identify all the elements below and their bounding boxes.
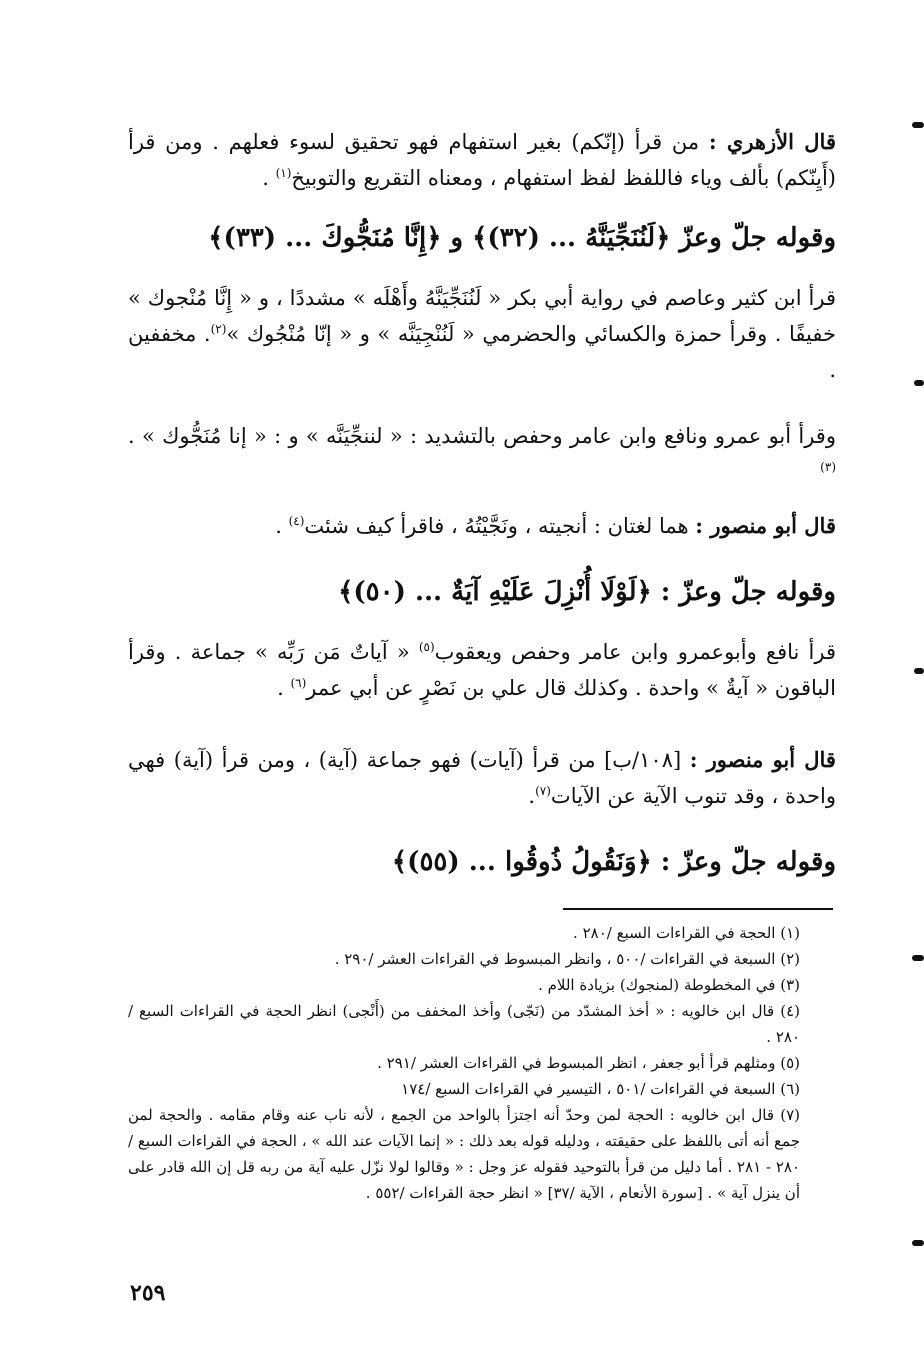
verse-heading-2 [128, 572, 836, 612]
verse-heading-text: وقوله جلّ وعزّ : ﴿وَنَقُولُ ذُوقُوا ... (٥٥)﴾ [391, 847, 836, 877]
paragraph-text: قرأ نافع وأبوعمرو وابن عامر وحفص ويعقوب [434, 640, 836, 664]
paragraph-azhari [128, 124, 836, 196]
footnote-separator [563, 908, 833, 910]
paragraph-readings-1 [128, 280, 836, 388]
footnote-2: (٢) السبعة في القراءات /٥٠٠ ، وانظر المبسوط في القراءات العشر /٢٩٠ . [334, 950, 800, 968]
paragraph-readings-2 [128, 418, 836, 490]
paragraph-text: قرأ ابن كثير وعاصم في رواية أبي بكر « لَنُنَجِّيَنَّهُ وأَهْلَه » مشددًا ، و « إِنَّا مُنْجوك » خفيفًا . وقرأ حمزة والكسائي والحضرمي « لَنُنْجِيَنَّه » و « إنّا مُنْجُوك » [128, 286, 836, 346]
footnote-ref: (٢) [210, 322, 227, 336]
speaker-label: قال أبو منصور : [689, 747, 836, 772]
footnote-ref: (٦) [290, 676, 307, 690]
footnote-6: (٦) السبعة في القراءات /٥٠١ ، التيسير في القراءات السبع /١٧٤ [401, 1080, 800, 1098]
verse-heading-3 [128, 842, 836, 882]
paragraph-text: « آياتٌ مَن رَبِّه » جماعة . وقرأ الباقون « آيةٌ » واحدة . وكذلك قال علي بن نَصْرٍ عن أبي عمر [128, 640, 836, 700]
paragraph-text: وقرأ أبو عمرو ونافع وابن عامر وحفص بالتشديد : « لننجِّيَنَّه » و : « إنا مُنَجُّوك » . [128, 424, 836, 448]
paragraph-text: هما لغتان : أنجيته ، ونَجَّيْتُهُ ، فاقرأ كيف شئت [304, 514, 689, 538]
paragraph-abu-mansur-1 [128, 508, 836, 544]
footnote-3: (٣) في المخطوطة (لمنجوك) بزيادة اللام . [538, 976, 800, 994]
speaker-label: قال أبو منصور : [695, 513, 836, 538]
footnote-4: (٤) قال ابن خالويه : « أخذ المشدّد من (نَجّى) وأخذ المخفف من (أَنْجى) انظر الحجة في القراءات السبع /٢٨٠ . [128, 1002, 800, 1046]
footnote-ref: (٤) [288, 514, 305, 528]
footnote-ref: (٣) [820, 460, 836, 474]
paragraph-abu-mansur-2 [128, 742, 836, 814]
page-number: ٢٥٩ [130, 1280, 166, 1306]
footnote-ref: (٥) [418, 640, 435, 654]
binding-mark [912, 1240, 924, 1246]
verse-heading-text: وقوله جلّ وعزّ : ﴿لَوْلَا أُنْزِلَ عَلَيْهِ آيَةٌ ... (٥٠)﴾ [338, 577, 836, 607]
paragraph-text: [١٠٨/ب] من قرأ (آيات) فهو جماعة (آية) ، ومن قرأ (آية) فهي واحدة ، وقد تنوب الآية عن الآيات [128, 748, 836, 808]
paragraph-end: . [277, 676, 291, 700]
binding-mark [914, 380, 924, 386]
footnote-ref: (١) [275, 166, 292, 180]
verse-heading-1 [128, 218, 836, 258]
paragraph-end: . [262, 166, 276, 190]
paragraph-readings-3 [128, 634, 836, 706]
footnote-ref: (٧) [535, 784, 551, 798]
paragraph-end: . [275, 514, 289, 538]
binding-mark [912, 955, 924, 961]
binding-mark [914, 668, 924, 674]
paragraph-end: . [528, 784, 536, 808]
footnotes [128, 920, 836, 1206]
binding-mark [912, 122, 924, 128]
footnote-5: (٥) ومثلهم قرأ أبو جعفر ، انظر المبسوط في القراءات العشر /٢٩١ . [377, 1054, 800, 1072]
paragraph-text: من قرأ (إنّكم) بغير استفهام فهو تحقيق لسوء فعلهم . ومن قرأ (أَيِنّكم) بألف وياء فاللفظ لفظ استفهام ، ومعناه التقريع والتوبيخ [128, 130, 836, 190]
footnote-7: (٧) قال ابن خالويه : الحجة لمن وحدّ أنه اجتزأ بالواحد من الجمع ، لأنه ناب عنه وقام مقامه . والحجة لمن جمع أنه أتى باللفظ على حقيقته ، ودليله قوله بعد ذلك : « إنما الآيات عند الله » ، الحجة في القراءات السبع /٢٨٠ - ٢٨١ . أما دليل من قرأ بالتوحيد فقوله عز وجل : « وقالوا لولا نزّل عليه آية من ربه قل إن الله قادر على أن ينزل آية » . [سورة الأنعام ، الآية /٣٧] « انظر حجة القراءات /٥٥٢ . [128, 1106, 800, 1202]
verse-heading-text: وقوله جلّ وعزّ ﴿لَنُنَجِّيَنَّهُ ... (٣٢)﴾ و ﴿إِنَّا مُنَجُّوكَ ... (٣٣)﴾ [208, 223, 836, 253]
speaker-label: قال الأزهري : [708, 129, 836, 154]
footnote-1: (١) الحجة في القراءات السبع /٢٨٠ . [573, 924, 800, 942]
paragraph-end: . مخففين . [128, 322, 836, 382]
